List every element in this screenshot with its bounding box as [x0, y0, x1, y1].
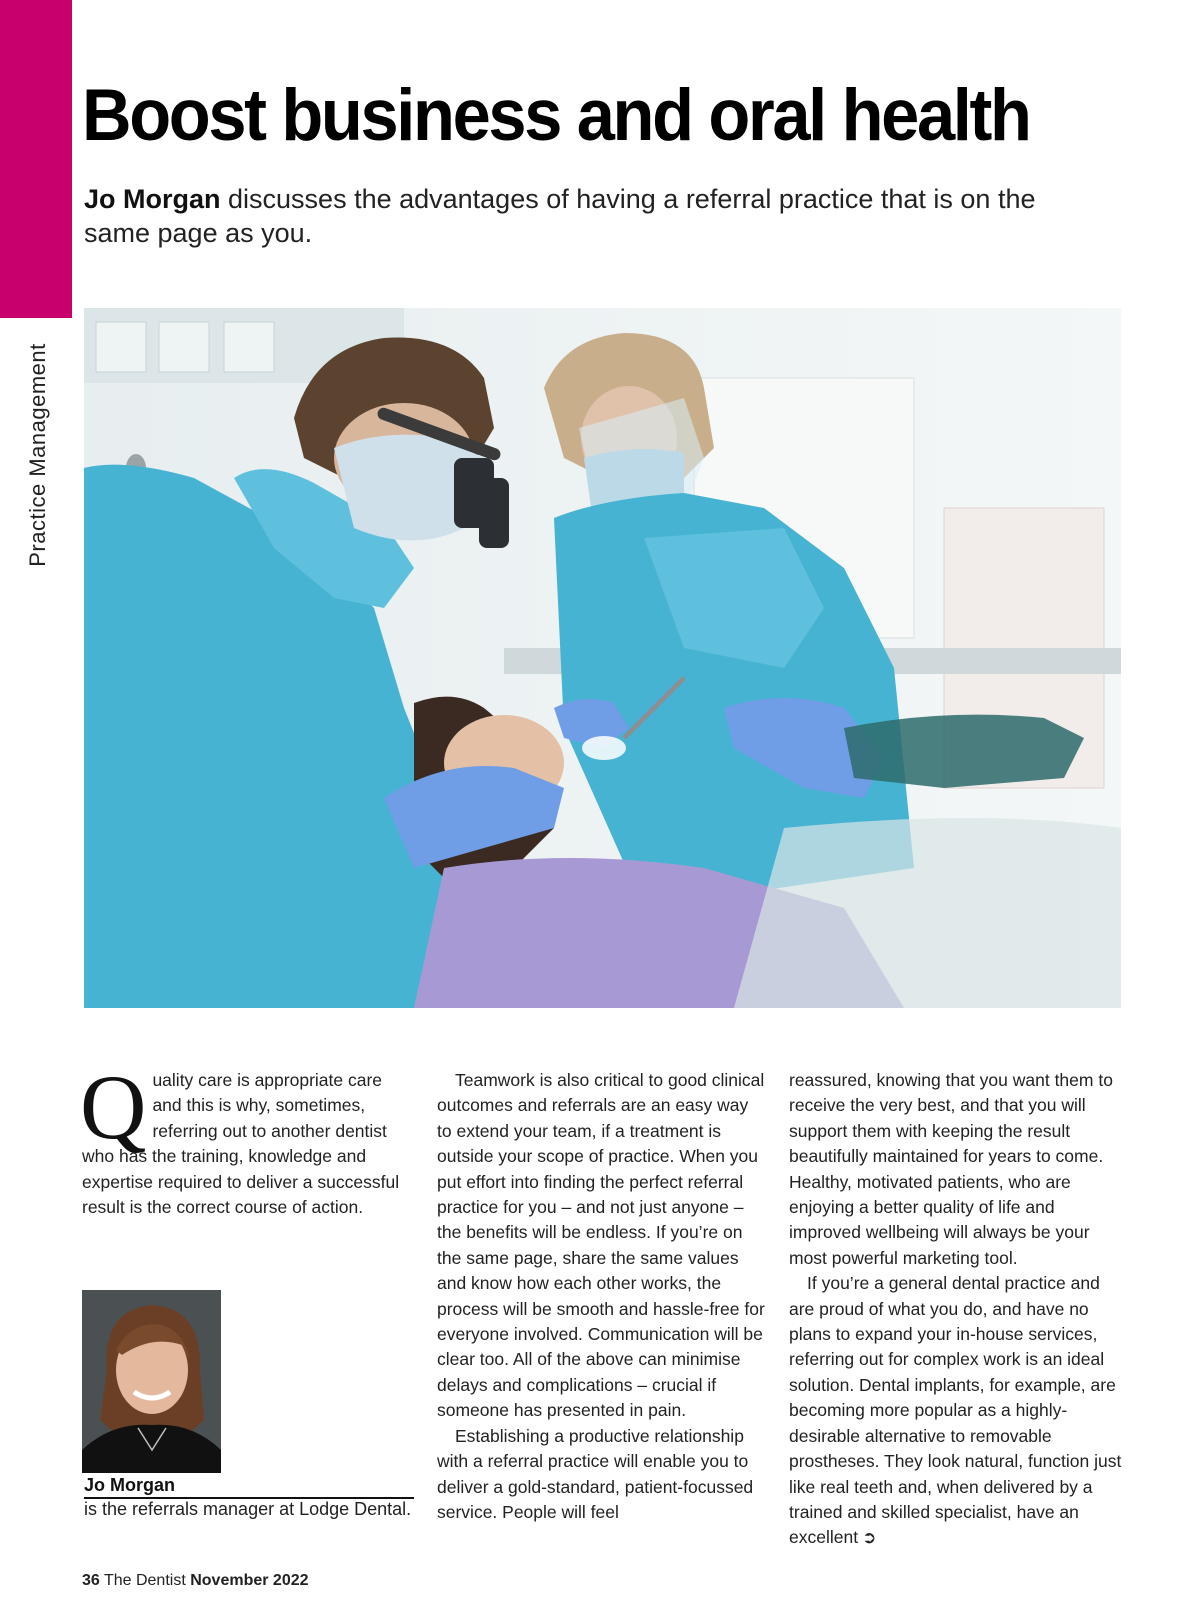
article-paragraph-1 [80, 1056, 412, 1220]
article-paragraph-4: reassured, knowing that you want them to receive the very best, and that you will support them with keeping the result beautifully maintained for years to come. Healthy, motivated patients, who are enjoying a better quality of life and improved wellbeing will always be your most powerful marketing tool. [789, 1070, 1113, 1268]
magazine-name: The Dentist [103, 1572, 186, 1589]
paragraph-1-text: uality care is appropriate care and this is why, sometimes, referring out to another dentist who has the training, knowledge and expertise required to deliver a successful result is the correct course of action. [82, 1070, 400, 1218]
article-column-2 [437, 1068, 767, 1525]
section-color-bar [0, 0, 72, 318]
standfirst-text: discusses the advantages of having a referral practice that is on the same page as you. [84, 184, 1036, 248]
author-portrait [82, 1290, 221, 1473]
author-name: Jo Morgan [84, 1474, 414, 1499]
continue-arrow-icon: ➲ [862, 1528, 877, 1548]
issue-date: November 2022 [190, 1572, 309, 1589]
article-column-3 [789, 1068, 1124, 1551]
drop-cap: Q [80, 1056, 147, 1158]
section-label: Practice Management [25, 343, 50, 567]
standfirst-author: Jo Morgan [84, 184, 221, 214]
headline: Boost business and oral health [82, 75, 1030, 156]
standfirst [84, 182, 1104, 250]
page-footer [82, 1572, 309, 1590]
article-paragraph-3: Establishing a productive relationship with a referral practice will enable you to deliver a gold-standard, patient-focussed service. People will feel [437, 1425, 754, 1522]
author-photo [82, 1290, 221, 1473]
page-number: 36 [82, 1572, 100, 1589]
author-bio: is the referrals manager at Lodge Dental. [84, 1499, 412, 1519]
paragraph-5-text: If you’re a general dental practice and are proud of what you do, and have no plans to expand your in-house services, referring out for complex work is an ideal solution. Dental implants, for example, are becoming more popular as a highly-desirable alternative to removable prostheses. They look natural, function just like real teeth and, when delivered by a trained and skilled specialist, have an excellent [789, 1273, 1122, 1548]
dental-treatment-photo [84, 308, 1121, 1008]
article-column-1 [80, 1056, 412, 1220]
photo-illustration [84, 308, 1121, 1008]
article-paragraph-5 [789, 1271, 1124, 1550]
article-paragraph-2: Teamwork is also critical to good clinical outcomes and referrals are an easy way to extend your team, if a treatment is outside your scope of practice. When you put effort into finding the perfect referral practice for you – and not just anyone – the benefits will be endless. If you’re on the same page, share the same values and know how each other works, the process will be smooth and hassle-free for everyone involved. Communication will be clear too. All of the above can minimise delays and complications – crucial if someone has presented in pain. [437, 1070, 765, 1421]
